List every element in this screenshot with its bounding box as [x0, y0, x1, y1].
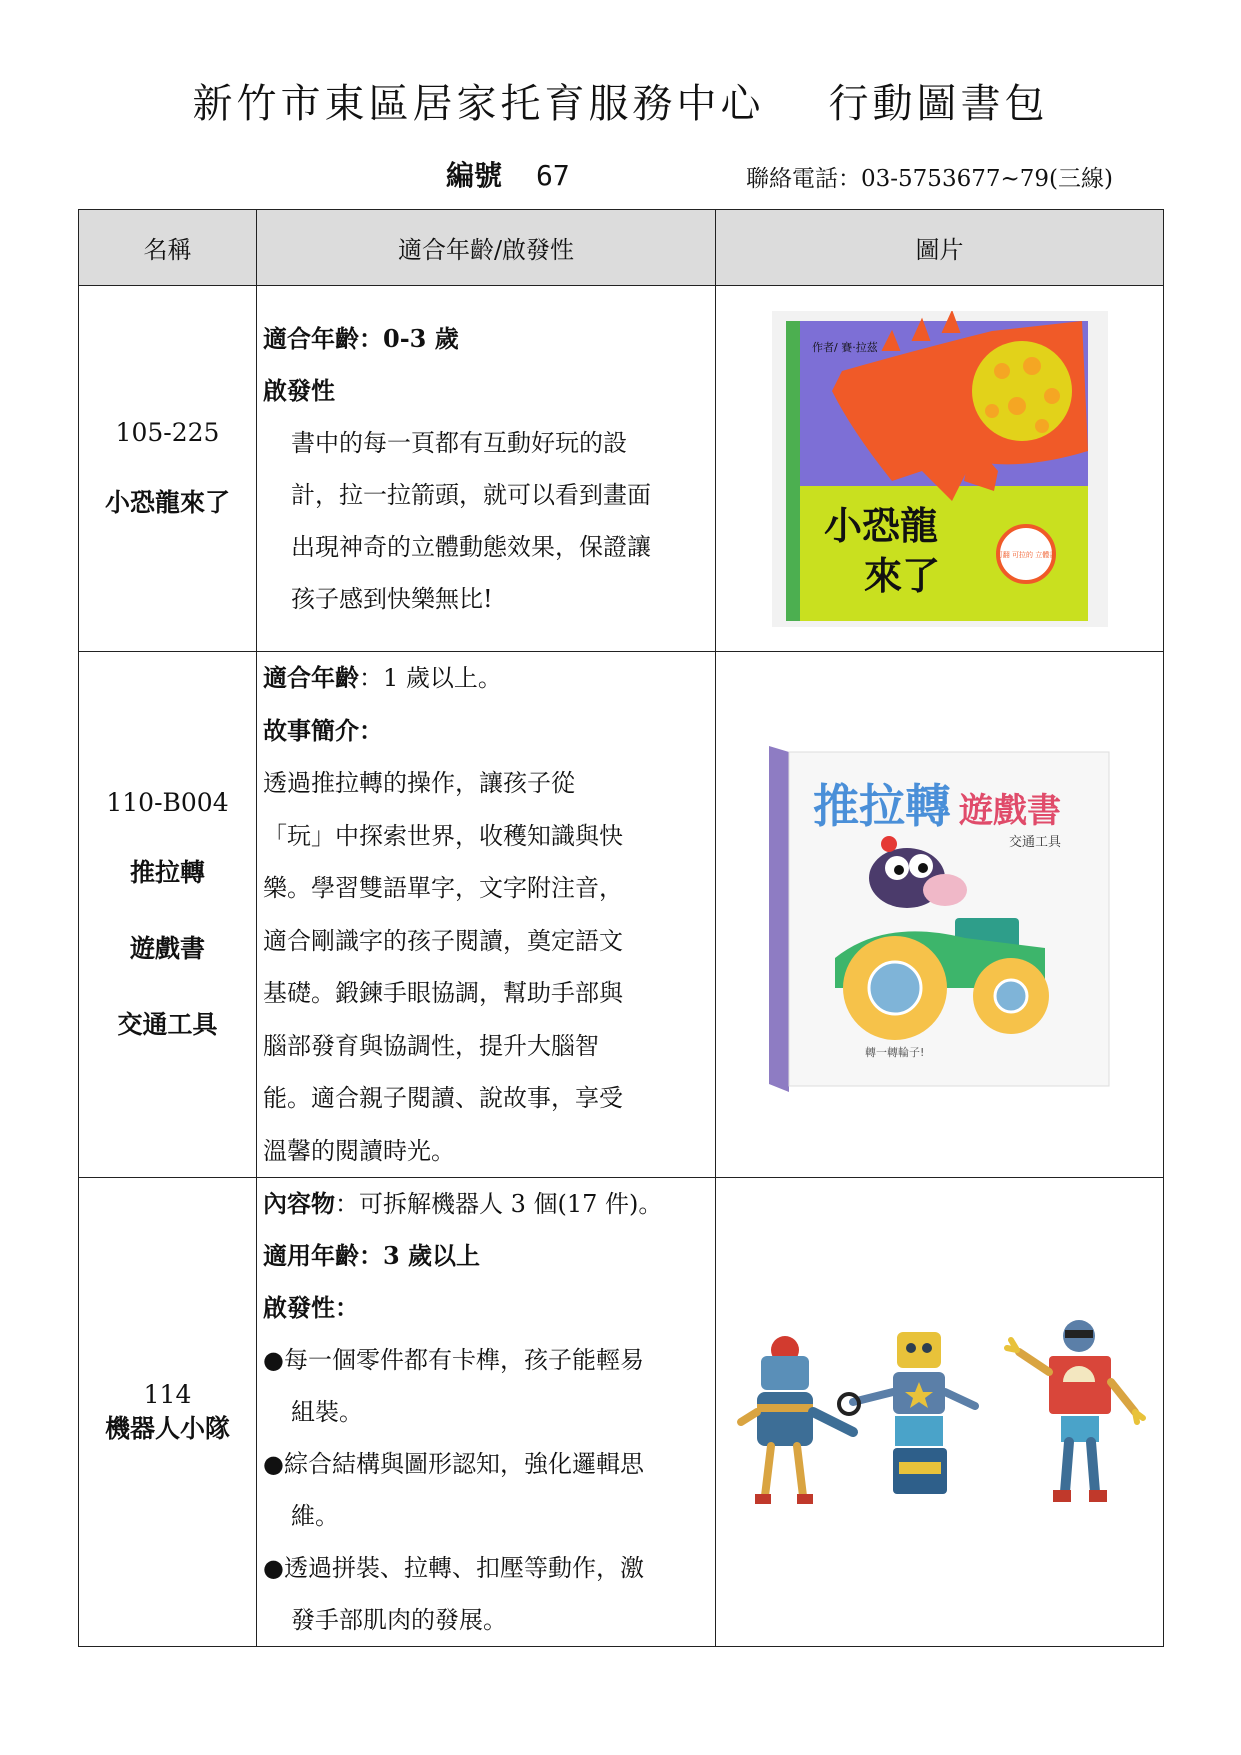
contents-line	[263, 1178, 715, 1230]
body-line: 「玩」中探索世界，收穫知識與快	[263, 821, 623, 850]
body-line: 孩子感到快樂無比!	[291, 584, 493, 613]
cover-subtitle: 交通工具	[1008, 834, 1061, 850]
section-label: 故事簡介：	[263, 715, 383, 745]
table-row	[79, 652, 1164, 1178]
item-title-line: 交通工具	[117, 1010, 218, 1039]
body-line: 基礎。鍛鍊手眼協調，幫助手部與	[263, 979, 623, 1007]
item-name-cell	[79, 652, 257, 1178]
age-line	[263, 313, 715, 365]
body-line: 書中的每一頁都有互動好玩的設	[291, 428, 627, 457]
age-line	[263, 1230, 715, 1282]
body-line: 透過推拉轉的操作，讓孩子從	[263, 769, 575, 797]
age-label: 適合年齡	[263, 663, 359, 692]
push-pull-book-cover-image	[765, 738, 1115, 1092]
org-name: 新竹市東區居家托育服務中心	[192, 81, 765, 127]
id-value: 67	[536, 159, 570, 192]
phone-info: 聯絡電話：03-5753677~79(三線)	[746, 166, 1113, 192]
bullet-line: ●每一個零件都有卡榫，孩子能輕易	[263, 1346, 644, 1374]
item-code: 114	[143, 1379, 192, 1409]
cover-author: 作者/ 賽·拉茲	[811, 340, 878, 354]
age-value: 3 歲以上	[383, 1241, 481, 1270]
body-line: 適合剛識字的孩子閱讀，奠定語文	[263, 926, 623, 955]
document-title	[0, 72, 1241, 129]
item-image-cell	[716, 652, 1164, 1178]
body-line: 計，拉一拉箭頭，就可以看到畫面	[291, 480, 651, 509]
body-line: 腦部發育與協調性，提升大腦智	[263, 1031, 599, 1060]
item-description-cell	[257, 286, 716, 652]
dinosaur-book-cover-image	[772, 311, 1108, 627]
cover-title-line-1: 小恐龍	[823, 503, 938, 548]
catalog-table	[78, 209, 1164, 1647]
id-label: 編號	[446, 159, 503, 192]
bullet-line: 組裝。	[291, 1398, 363, 1426]
cover-title-line-2: 來了	[863, 553, 940, 598]
bullet-line: 維。	[291, 1502, 339, 1530]
item-title: 小恐龍來了	[104, 488, 230, 517]
bullet-line: ●綜合結構與圖形認知，強化邏輯思	[263, 1450, 644, 1478]
age-value: ：1 歲以上。	[359, 664, 502, 692]
item-code: 110-B004	[106, 788, 229, 817]
cover-hint: 轉一轉輪子!	[864, 1045, 924, 1059]
body-line: 樂。學習雙語單字，文字附注音，	[263, 874, 623, 902]
table-header-row	[79, 210, 1164, 286]
table-row	[79, 1178, 1164, 1647]
contents-value: ：可拆解機器人 3 個(17 件)。	[335, 1190, 663, 1218]
age-label: 適合年齡：	[263, 323, 383, 353]
cover-title-line-2: 遊戲書	[958, 790, 1061, 831]
age-label: 適用年齡：	[263, 1241, 383, 1270]
doc-title: 行動圖書包	[828, 81, 1049, 127]
cover-badge-text: 可翻 可拉的 立體書	[995, 550, 1056, 559]
col-header-age: 適合年齡/啟發性	[257, 210, 716, 286]
age-value: 0-3 歲	[383, 323, 459, 353]
item-name-cell	[79, 1178, 257, 1647]
col-header-name: 名稱	[79, 210, 257, 286]
item-image-cell	[716, 286, 1164, 652]
item-image-cell	[716, 1178, 1164, 1647]
item-code: 105-225	[115, 418, 220, 447]
id-number	[446, 154, 570, 194]
section-label: 啟發性	[263, 375, 335, 405]
bullet-line: ●透過拼裝、拉轉、扣壓等動作，激	[263, 1554, 644, 1582]
item-title: 機器人小隊	[104, 1413, 230, 1443]
wooden-robots-photo-image	[727, 1312, 1153, 1512]
section-label: 啟發性：	[263, 1293, 359, 1322]
item-description-cell	[257, 652, 716, 1178]
table-row	[79, 286, 1164, 652]
cover-title-line-1: 推拉轉	[812, 778, 951, 833]
bullet-line: 發手部肌肉的發展。	[291, 1606, 507, 1634]
item-title-line: 推拉轉	[129, 858, 205, 887]
col-header-image: 圖片	[716, 210, 1164, 286]
item-description-cell	[257, 1178, 716, 1647]
body-line: 出現神奇的立體動態效果，保證讓	[291, 532, 651, 561]
contents-label: 內容物	[263, 1189, 335, 1218]
item-title-line: 遊戲書	[129, 934, 205, 963]
body-line: 溫馨的閱讀時光。	[263, 1136, 455, 1165]
age-line	[263, 652, 715, 705]
body-line: 能。適合親子閱讀、說故事，享受	[263, 1084, 623, 1112]
item-name-cell	[79, 286, 257, 652]
